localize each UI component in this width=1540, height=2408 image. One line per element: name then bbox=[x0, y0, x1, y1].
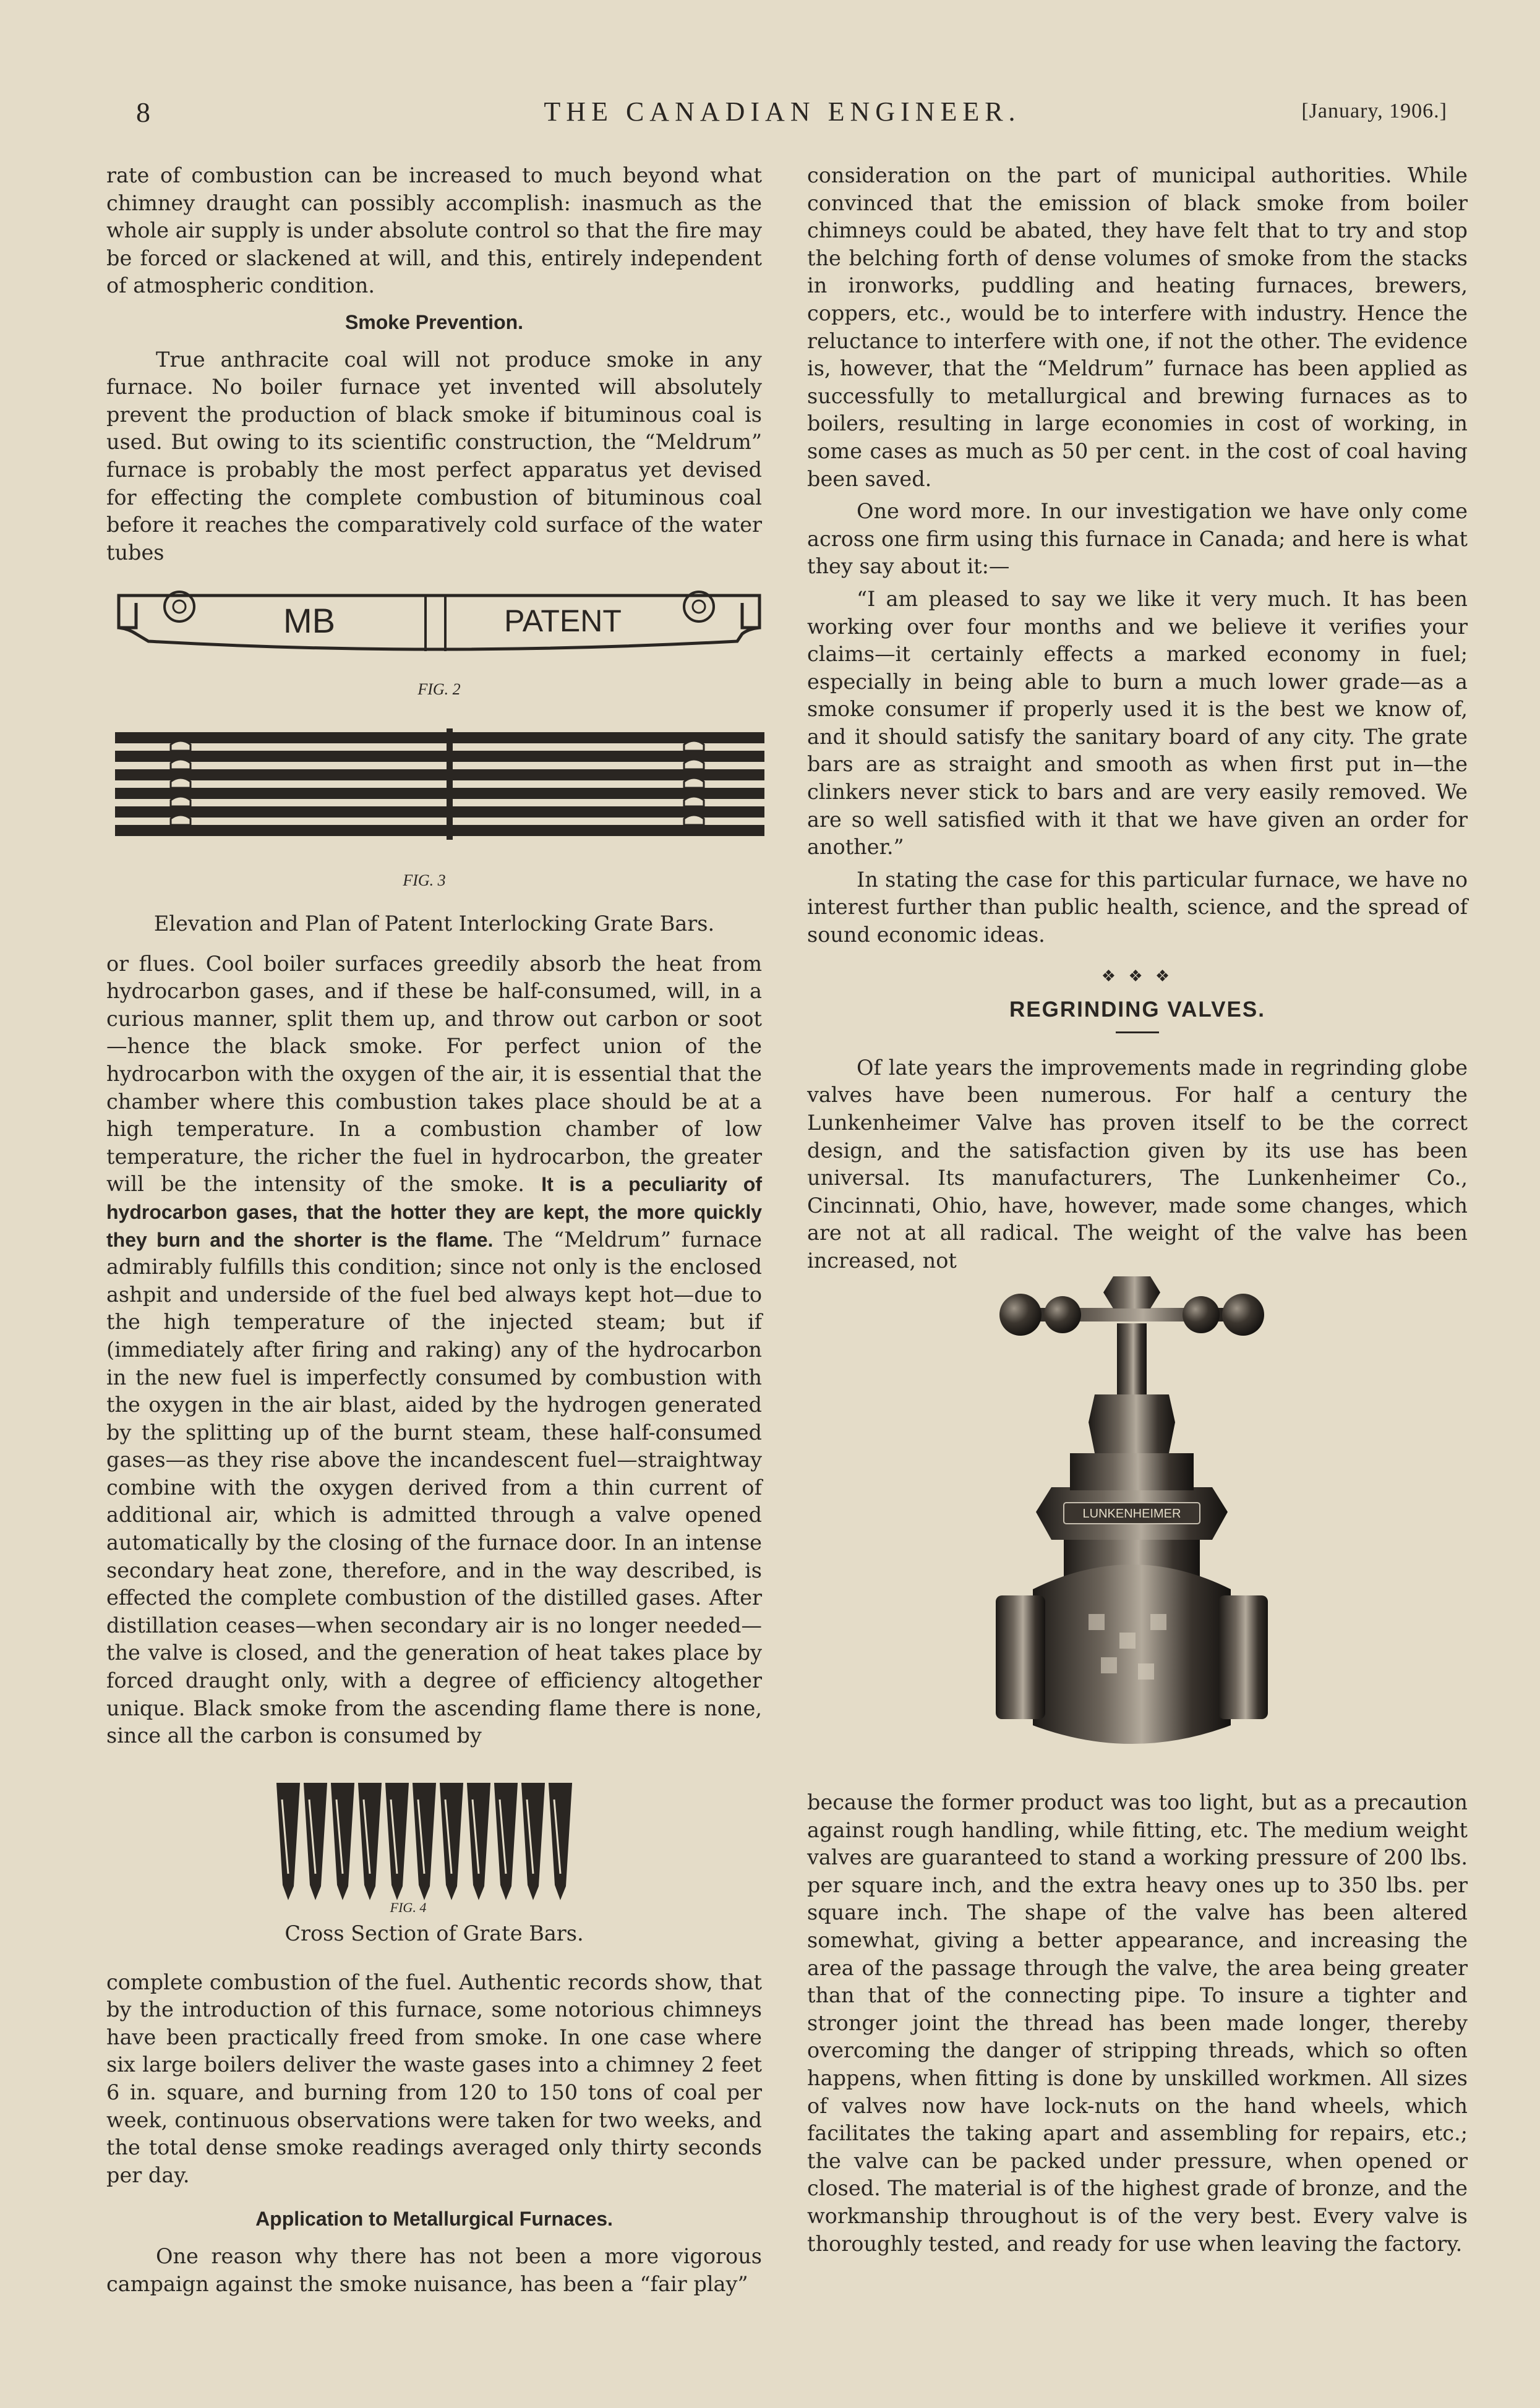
fig3-caption: FIG. 3 bbox=[403, 871, 446, 889]
paragraph-regrinding: Of late years the improvements made in regrinding globe valves have been numerous. For half a century the Lunkenheimer Valve has proven itself to be the correct design, and the satisfaction given by its use has been universal. Its manufacturers, The Lunkenheimer Co., Cincinnati, Ohio, have, however, made some changes, which are not at all radical. The weight of the valve has been increased, not bbox=[807, 1055, 1468, 1273]
page-header bbox=[118, 96, 1447, 139]
journal-title: THE CANADIAN ENGINEER. bbox=[544, 96, 1021, 127]
paragraph-flues-part-b: The “Meldrum” furnace admirably fulfills this condition; since not only is the enclosed ashpit and underside of the fuel bed always kept hot—due to the high temperature of the injected steam; but if (immediately after firing and raking) any of the hydrocarbon in the new fuel is imperfectly consumed by combustion with the oxygen in the air blast, aided by the hydrogen generated by the splitting up of the burnt steam, these half-consumed gases—as they rise above the incandescent fuel—straightway combine with the oxygen derived from a thin current of additional air, which is admitted through a valve opened automatically by the closing of the furnace door. In an intense secondary heat zone, therefore, and in the way described, is effected the complete combustion of the distilled gases. After distillation ceases—when secondary air is no longer needed—the valve is closed, and the generation of heat takes place by forced draught only, with a degree of efficiency altogether unique. Black smoke from the ascending flame there is none, since all the carbon is consumed by bbox=[106, 1227, 763, 1748]
paragraph-smoke-prevention: True anthracite coal will not produce smoke in any furnace. No boiler furnace yet invented will absolutely prevent the production of black smoke if bituminous coal is used. But owing to its scientific construction, the “Meldrum” furnace is probably the most perfect apparatus yet devised for effecting the complete combustion of bituminous coal before it reaches the comparatively cold surface of the water tubes bbox=[106, 347, 762, 565]
heading-metallurgical-furnaces: Application to Metallurgical Furnaces. bbox=[255, 2208, 613, 2231]
left-column-top bbox=[106, 162, 762, 566]
paragraph-because: because the former product was too light, but as a precaution against rough handling, while fitting, etc. The medium weight valves are guaranteed to stand a working pressure of 200 lbs. per square inch, and the extra heavy ones up to 350 lbs. per square inch. The shape of the valve has been altered somewhat, giving a better appearance, and increasing the area of the passage through the valve, the area being greater than that of the connecting pipe. To insure a tighter and stronger joint the thread has been made longer, thereby overcoming the danger of stripping threads, which so often happens, when fitting is done by unskilled workmen. All sizes of valves now have lock-nuts on the hand wheels, which facilitates the taking apart and assembling for repairs, etc.; the valve can be packed under pressure, when opened or closed. The material is of the highest grade of bronze, and the workmanship throughout is of the very best. Every valve is thoroughly tested, and ready for use when leaving the factory. bbox=[807, 1790, 1468, 2256]
caption-cross-section: Cross Section of Grate Bars. bbox=[284, 1921, 584, 1945]
section-ornament: ❖ ❖ ❖ bbox=[1101, 967, 1174, 986]
figure-2-grate-bar-elevation bbox=[111, 584, 767, 708]
paragraph-testimonial-quote: “I am pleased to say we like it very much. It has been working over four months and we believe it verifies your claims—it certainly effects a marked economy in fuel; especially in being able to burn a much lower grade—as a smoke consumer if properly used it is the best we know of, and it should satisfy the sanitary board of any city. The grate bars are as straight and smooth as when first put in—the clinkers never stick to bars and are very easily removed. We are so well satisfied with it that we have given an order for another.” bbox=[807, 586, 1468, 860]
left-column-middle bbox=[106, 910, 762, 1750]
heading-smoke-prevention: Smoke Prevention. bbox=[344, 310, 524, 333]
right-column-bottom bbox=[807, 1789, 1468, 2258]
figure-lunkenheimer-globe-valve bbox=[996, 1268, 1268, 1762]
fig2-label-left: MB bbox=[283, 601, 335, 640]
right-column-top bbox=[807, 162, 1468, 1275]
paragraph-complete-combustion: complete combustion of the fuel. Authentic records show, that by the introduction of this furnace, some notorious chimneys have been practically freed from smoke. In one case where six large boilers deliver the waste gases into a chimney 2 feet 6 in. square, and burning from 120 to 150 tons of coal per week, continuous observations were taken for two weeks, and the total dense smoke readings averaged only thirty seconds per day. bbox=[106, 1970, 762, 2187]
page-number: 8 bbox=[136, 96, 150, 128]
paragraph-continued: rate of combustion can be increased to much beyond what chimney draught can possibly accomplish: inasmuch as the whole air supply is under absolute control so that the fire may be forced or slackened at will, and this, entirely independent of atmospheric condition. bbox=[106, 163, 762, 298]
paragraph-one-word-more: One word more. In our investigation we have only come across one firm using this furnace in Canada; and here is what they say about it:— bbox=[807, 499, 1468, 579]
paragraph-consideration: consideration on the part of municipal authorities. While convinced that the emission of black smoke from boiler chimneys could be abated, they have felt that to try and stop the belching forth of dense volumes of smoke from the stacks in ironworks, puddling and heating furnaces, brewers, coppers, etc., would be to interfere with industry. Hence the reluctance to interfere with one, if not the other. The evidence is, however, that the “Meldrum” furnace has been applied as successfully to metallurgical and brewing furnaces as to boilers, resulting in large economies in cost of working, in some cases as much as 50 per cent. in the cost of coal having been saved. bbox=[807, 163, 1468, 491]
paragraph-flues bbox=[106, 950, 762, 1750]
paragraph-flues-part-a: or flues. Cool boiler surfaces greedily absorb the heat from hydrocarbon gases, and if these be half-consumed, will, in a curious manner, split them up, and throw out carbon or soot —hence the black smoke. For perfect union of the hydrocarbon with the oxygen of the air, it is essential that the chamber where this combustion takes place should be at a high temperature. In a combustion chamber of low temperature, the richer the fuel in hydrocarbon, the greater will be the intensity of the smoke. bbox=[106, 951, 762, 1197]
valve-brand-label: LUNKENHEIMER bbox=[1082, 1507, 1181, 1521]
fig2-caption: FIG. 2 bbox=[417, 680, 461, 698]
caption-grate-bars: Elevation and Plan of Patent Interlocking Grate Bars. bbox=[153, 912, 715, 936]
heading-rule bbox=[1116, 1031, 1159, 1033]
fig4-caption: FIG. 4 bbox=[390, 1900, 427, 1915]
paragraph-stating-the-case: In stating the case for this particular furnace, we have no interest further than public health, science, and the spread of sound economic ideas. bbox=[807, 867, 1468, 947]
paragraph-flues-bold: It is a peculiarity of hydrocarbon gases, that the hotter they are kept, the more quickly they burn and the shorter is the flame. bbox=[106, 1173, 762, 1251]
paragraph-metallurgical: One reason why there has not been a more vigorous campaign against the smoke nuisance, has been a “fair play” bbox=[106, 2244, 762, 2296]
issue-date: [January, 1906.] bbox=[1301, 100, 1447, 122]
heading-regrinding-valves: REGRINDING VALVES. bbox=[1009, 997, 1265, 1022]
figure-4-grate-bars-cross-section bbox=[272, 1781, 594, 1917]
left-column-bottom bbox=[106, 1920, 762, 2298]
fig2-label-right: PATENT bbox=[504, 604, 622, 638]
figure-3-grate-bars-plan bbox=[110, 724, 772, 894]
